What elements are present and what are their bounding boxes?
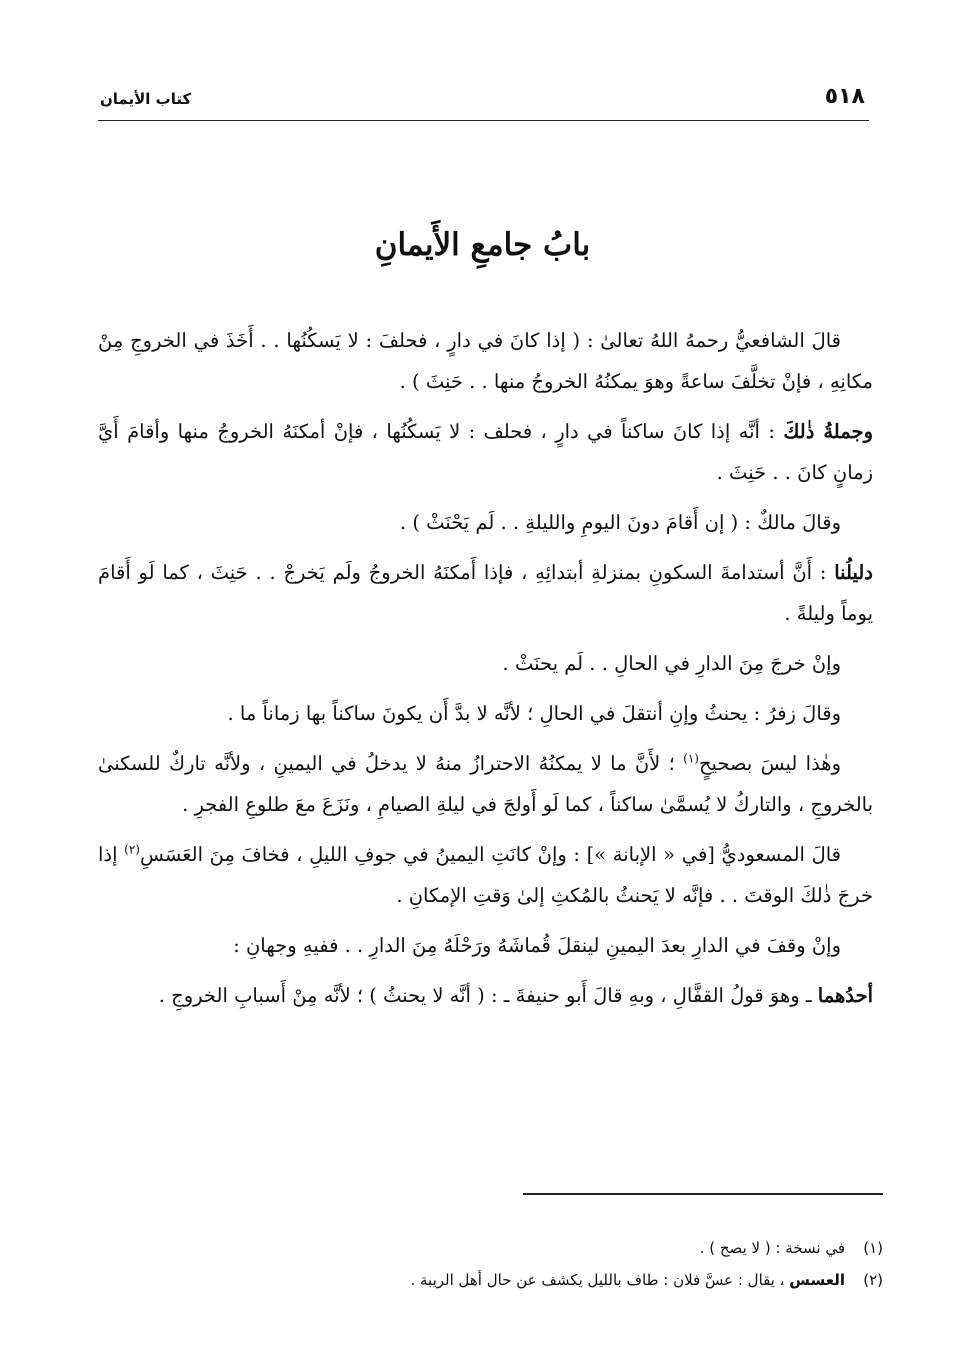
paragraph-text-continued: ؛ لأَنَّ ما لا يمكنُهُ الاحترازُ منهُ لا يدخلُ في اليمينِ ، ولأنَّه تاركٌ للسكنىٰ بالخروجِ ، والتاركُ لا يُسمَّىٰ ساكناً ، كما لَو أَولجَ في ليلةِ الصيامِ ، ونَزَعَ معَ طلوعِ الفجرِ . [98,752,873,816]
paragraph-lead: أحدُهما [817,984,873,1007]
paragraph [98,411,873,493]
paragraph [98,743,873,825]
paragraph-lead: دليلُنا [834,561,873,584]
footnote-text: في نسخة : ( لا يصح ) . [699,1239,845,1257]
footnote [150,1264,883,1296]
book-title: كتاب الأيمان [100,90,192,108]
footnote-divider [523,1193,883,1195]
paragraph-text: : أَنَّ أستدامةَ السكونِ بمنزلةِ أبتدائِهِ ، فإذا أَمكنَهُ الخروجُ ولَم يَخرجْ . . حَنِثَ ، كما لَو أَقامَ يوماً وليلةً . [98,561,873,625]
paragraph [98,693,873,734]
paragraph-text: قالَ المسعوديُّ [في « الإبانة »] : وإنْ كانَتِ اليمينُ في جوفِ الليلِ ، فخافَ مِنَ العَسَسِ [139,843,842,866]
paragraph-text: وإنْ وقفَ في الدارِ بعدَ اليمينِ لينقلَ قُماشَهُ ورَحْلَهُ مِنَ الدارِ . . ففيهِ وجهانِ : [233,934,841,957]
paragraph-text: وهٰذا ليسَ بصحيحٍ [698,752,842,775]
paragraph [98,502,873,543]
paragraph-text: وقالَ زفرُ : يحنثُ وإنِ أنتقلَ في الحالِ ؛ لأنَّه لا بدَّ أَن يكونَ ساكناً بها زماناً ما . [227,702,841,725]
paragraph-text: وقالَ مالكٌ : ( إن أَقامَ دونَ اليومِ والليلةِ . . لَم يَحْنَثْ ) . [399,511,841,534]
footnote-term: العسس [789,1271,845,1289]
paragraph-text: ـ وهوَ قولُ القفَّالِ ، وبهِ قالَ أَبو حنيفةَ ـ : ( أنَّه لا يحنثُ ) ؛ لأنَّه مِنْ أَسبابِ الخروجِ . [158,984,818,1007]
paragraph [98,552,873,634]
running-header [98,84,869,121]
footnote [150,1232,883,1264]
paragraph-text: وإنْ خرجَ مِنَ الدارِ في الحالِ . . لَم يحنَثْ . [502,652,841,675]
main-text [98,320,873,1025]
footnotes [150,1232,883,1296]
paragraph [98,834,873,916]
footnote-marker: (٢) [124,842,140,857]
footnote-text: ، يقال : عسَّ فلان : طاف بالليل يكشف عن حال أهل الريبة . [410,1271,790,1289]
paragraph-text: : أنَّه إذا كانَ ساكناً في دارٍ ، فحلف : لا يَسكُنُها ، فإنْ أمكنَهُ الخروجُ منها وأقامَ أَيَّ زمانٍ كانَ . . حَنِثَ . [98,420,873,484]
paragraph-text-continued: إذا خرجَ ذٰلكَ الوقتَ . . فإنَّه لا يَحنثُ بالمُكثِ إلىٰ وَقتِ الإمكانِ . [98,843,873,907]
page-number: ٥١٨ [824,84,865,109]
paragraph [98,975,873,1016]
footnote-number: (١) [863,1239,883,1257]
paragraph [98,925,873,966]
paragraph [98,320,873,402]
chapter-title: بابُ جامعِ الأَيمانِ [374,227,591,263]
footnote-number: (٢) [863,1271,883,1289]
paragraph-lead: وجملةُ ذٰلكَ [783,420,873,443]
paragraph [98,643,873,684]
footnote-marker: (١) [683,751,699,766]
paragraph-text: قالَ الشافعيُّ رحمهُ اللهُ تعالىٰ : ( إذا كانَ في دارٍ ، فحلفَ : لا يَسكُنُها . . أَخَذَ في الخروجِ مِنْ مكانِهِ ، فإنْ تخلَّفَ ساعةً وهوَ يمكنُهُ الخروجُ منها . . حَنِثَ ) . [98,329,873,393]
